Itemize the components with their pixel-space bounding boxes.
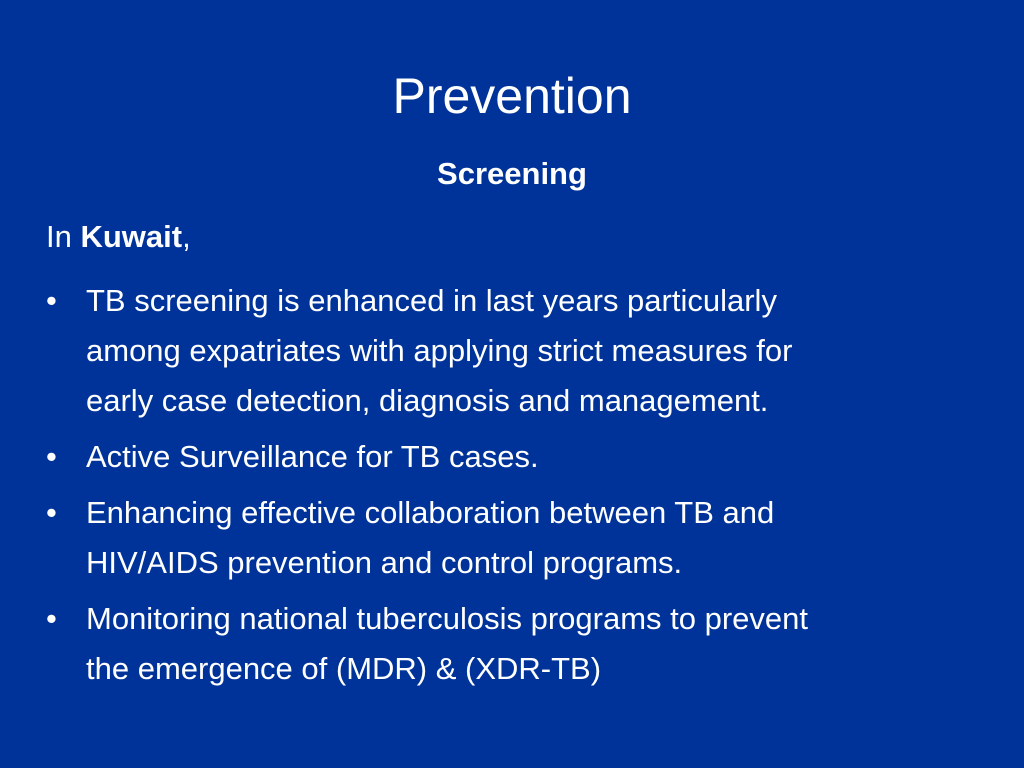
bullet-line: • Monitoring national tuberculosis programs to prevent <box>86 601 808 636</box>
intro-prefix: In <box>46 219 81 254</box>
bullet-text <box>86 276 996 426</box>
intro-suffix: , <box>182 219 191 254</box>
intro-emphasis: Kuwait <box>80 219 183 254</box>
bullet-line: • TB screening is enhanced in last years particularly <box>86 283 777 318</box>
intro-line <box>46 218 191 256</box>
bullet-text <box>86 432 996 482</box>
bullet-item <box>46 432 996 482</box>
slide-subtitle: Screening <box>437 156 587 191</box>
bullet-line: • Active Surveillance for TB cases. <box>86 439 539 474</box>
bullet-text <box>86 594 996 694</box>
bullet-list <box>46 276 996 694</box>
slide-title: Prevention <box>392 68 632 124</box>
bullet-line: among expatriates with applying strict measures for <box>86 333 793 368</box>
bullet-item <box>46 488 996 588</box>
bullet-item <box>46 594 996 694</box>
bullet-line: the emergence of (MDR) & (XDR-TB) <box>86 651 602 686</box>
bullet-item <box>46 276 996 426</box>
bullet-text <box>86 488 996 588</box>
bullet-line: HIV/AIDS prevention and control programs. <box>86 545 683 580</box>
bullet-line: early case detection, diagnosis and management. <box>86 383 769 418</box>
bullet-line: • Enhancing effective collaboration between TB and <box>86 495 775 530</box>
